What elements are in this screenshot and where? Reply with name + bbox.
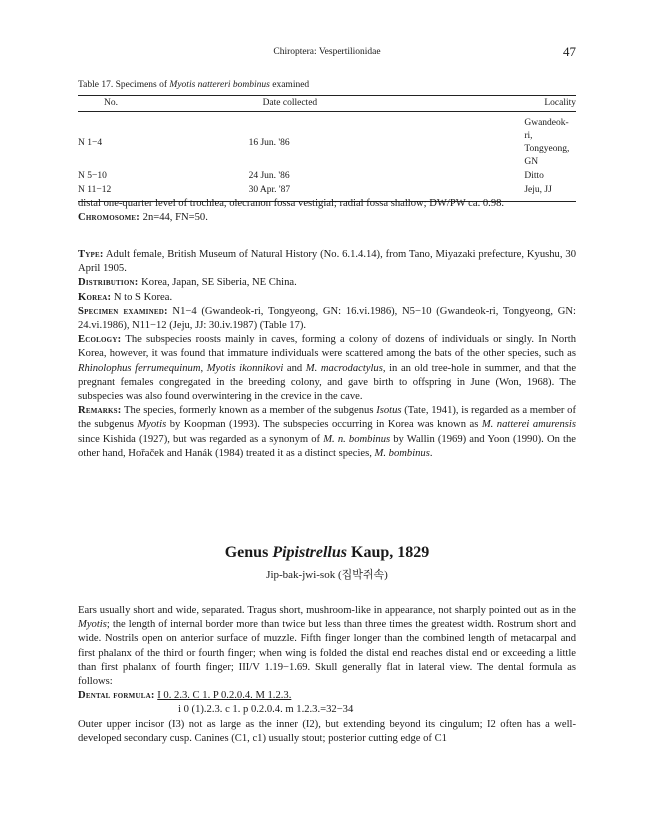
running-title: Chiroptera: Vespertilionidae: [273, 47, 381, 57]
remarks-text: since Kishida (1927), but was regarded as a synonym of: [78, 433, 324, 445]
trochlea-text: distal one-quarter level of trochlea, olecranon fossa vestigial; radial fossa shallow; DW/PW ca. 0.98.: [78, 198, 505, 209]
table-row: [78, 170, 576, 184]
table-cell: N 5−10: [78, 171, 107, 181]
distribution-paragraph: [78, 276, 576, 290]
subgenus-name: Isotus: [376, 405, 402, 417]
genus-description: [78, 604, 576, 746]
species-account: [78, 197, 576, 225]
species-name: M. macrodactylus: [305, 362, 383, 374]
subgenus-name: Myotis: [137, 419, 167, 431]
column-header-no: No.: [78, 96, 209, 112]
specimen-paragraph: [78, 305, 576, 333]
genus-paragraph: [78, 604, 576, 689]
ecology-text: ,: [200, 362, 207, 374]
table-cell: N 1−4: [78, 137, 103, 148]
species-name: M. natterei amurensis: [481, 419, 576, 431]
specimen-table: [78, 95, 576, 202]
column-header-locality: Locality: [434, 96, 576, 112]
genus-heading-author: Kaup, 1829: [347, 544, 430, 561]
dental-formula: [78, 689, 576, 703]
table-cell: Jeju, JJ: [434, 184, 576, 202]
species-name: M. bombinus: [374, 447, 430, 459]
remarks-text: (Tate, 1941), is regarded as a member of the subgenus: [78, 405, 576, 431]
species-details: [78, 248, 576, 461]
chromosome-label: Chromosome:: [78, 212, 140, 224]
dental-formula-upper: I 0. 2.3. C 1. P 0.2.0.4. M 1.2.3.: [157, 690, 292, 702]
remarks-text: by Wallin (1969) and Yoon (1990). On the other hand, Hořaček and Hanák (1984) treated it as a distinct species,: [78, 433, 576, 459]
caption-species: Myotis nattereri bombinus: [169, 80, 270, 90]
genus-heading-prefix: Genus: [224, 544, 273, 561]
type-label: Type:: [78, 249, 104, 260]
specimen-label: Specimen examined:: [78, 305, 168, 317]
korea-paragraph: [78, 291, 576, 305]
dental-formula-lower: i 0 (1).2.3. c 1. p 0.2.0.4. m 1.2.3.=32−34: [178, 704, 354, 716]
caption-suffix: examined: [269, 80, 310, 90]
table-caption: [78, 80, 309, 90]
genus-heading: [78, 544, 576, 562]
distribution-label: Distribution:: [78, 277, 139, 289]
ecology-paragraph: [78, 333, 576, 404]
table-cell: Ditto: [524, 171, 544, 181]
remarks-text: by Koopman (1993). The subspecies occurring in Korea was known as: [166, 419, 482, 431]
column-header-date: Date collected: [209, 96, 435, 112]
table-header-row: [78, 96, 576, 112]
chromosome-text: 2n=44, FN=50.: [140, 212, 208, 224]
genus-name: Myotis: [78, 619, 107, 631]
caption-prefix: Table 17. Specimens of: [78, 80, 170, 90]
remarks-text: The species, formerly known as a member of the subgenus: [121, 405, 377, 417]
running-head: [78, 46, 576, 60]
ecology-text: and: [283, 362, 306, 374]
incisor-paragraph: Outer upper incisor (I3) not as large as the inner (I2), but extending beyond its cingulum; I2 often has a well-developed secondary cusp. Canines (C1, c1) usually stout; posterior cutting edge of C1: [78, 718, 576, 744]
table-cell: N 11−12: [78, 184, 209, 202]
ecology-text: , in an old tree-hole in summer, and that the pregnant females congregated in the breeding colony, and gave birth to offspring in June (Won, 1968). The subspecies was also found overwintering in the crevice in the cave.: [78, 362, 577, 403]
remarks-text: .: [429, 447, 433, 459]
table-cell: Gwandeok-ri, Tongyeong, GN: [524, 118, 570, 167]
table-row: [78, 112, 576, 171]
chromosome-paragraph: [78, 211, 576, 225]
genus-text: Ears usually short and wide, separated. Tragus short, mushroom-like in appearance, not sharply pointed out as in the: [78, 605, 576, 616]
remarks-paragraph: [78, 404, 576, 461]
table-cell: 24 Jun. '86: [248, 171, 290, 181]
remarks-label: Remarks:: [78, 405, 122, 417]
table-cell: 16 Jun. '86: [248, 137, 290, 148]
species-name: Myotis ikonnikovi: [206, 362, 284, 374]
distribution-text: Korea, Japan, SE Siberia, NE China.: [138, 277, 297, 289]
type-text: Adult female, British Museum of Natural History (No. 6.1.4.14), from Tano, Miyazaki prefecture, Kyushu, 30 April 1905.: [78, 249, 576, 275]
dental-formula-label: Dental formula:: [78, 690, 155, 702]
table-cell: 30 Apr. '87: [209, 184, 435, 202]
type-paragraph: [78, 248, 576, 276]
page-number: 47: [563, 44, 576, 59]
korea-text: N to S Korea.: [111, 291, 173, 303]
specimen-text: N1−4 (Gwandeok-ri, Tongyeong, GN: 16.vi.1986), N5−10 (Gwandeok-ri, Tongyeong, GN: 24.vi.1986), N11−12 (Jeju, JJ: 30.iv.1987) (Table 17).: [78, 305, 577, 332]
species-name: M. n. bombinus: [323, 433, 391, 445]
species-name: Rhinolophus ferrumequinum: [78, 362, 201, 374]
korea-label: Korea:: [78, 291, 112, 303]
genus-subtitle: Jip-bak-jwi-sok (집박쥐속): [266, 569, 388, 581]
genus-heading-name: Pipistrellus: [272, 544, 347, 561]
ecology-text: The subspecies roosts mainly in caves, forming a colony of dozens of individuals or singly. In North Korea, however, it was found that immature individuals were scattered among the bats of the other species, such as: [78, 334, 576, 360]
ecology-label: Ecology:: [78, 334, 122, 346]
genus-text: ; the length of internal border more than twice but less than three times the greatest width. Rostrum short and wide. Nostrils open on anterior surface of muzzle. Fifth finger longer than the combined length of metacarpal and first phalanx of the third or fourth finger; when wing is folded the distal end reaches distal end or exceeding a little than first phalanx of fourth finger; III/V 1.19−1.69. Skull generally flat in lateral view. The dental formula as follows:: [78, 619, 576, 688]
